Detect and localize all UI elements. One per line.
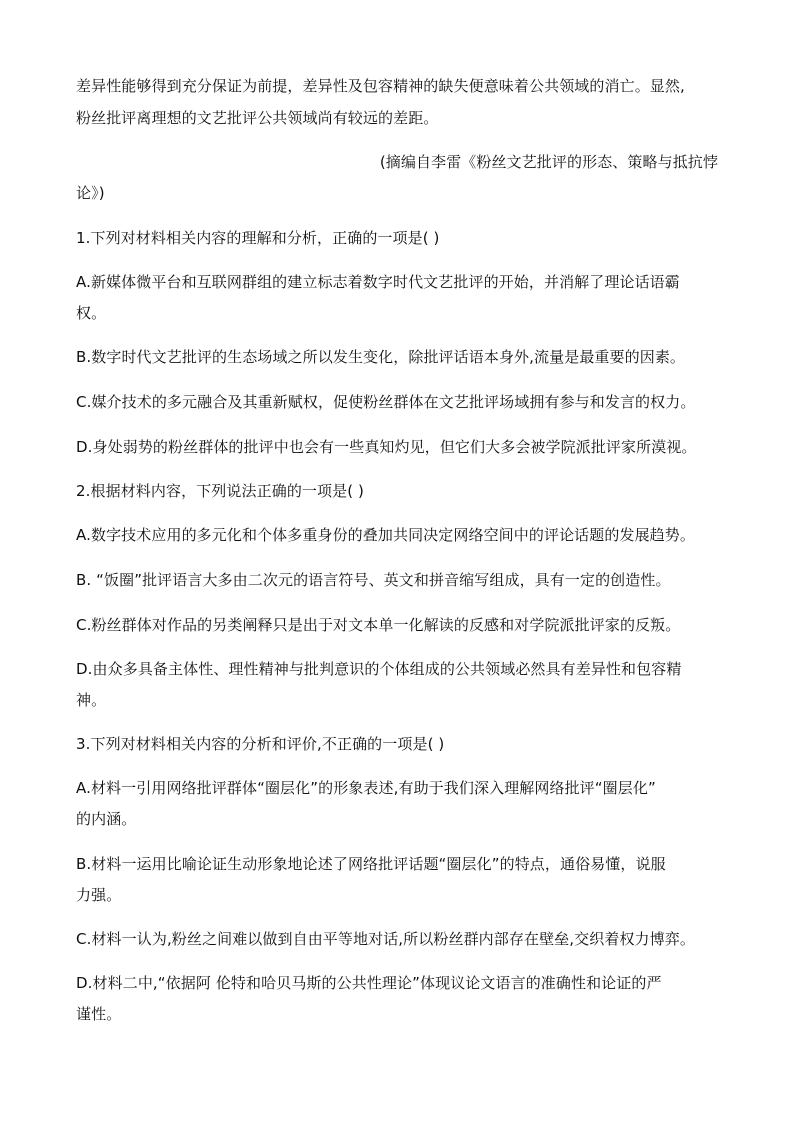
question-1-option-a-line-2: 权。 — [76, 304, 107, 322]
question-3-option-d-line-2: 谨性。 — [76, 1005, 122, 1023]
question-2-option-c: C.粉丝群体对作品的另类阐释只是出于对文本单一化解读的反感和对学院派批评家的反叛。 — [76, 616, 681, 634]
question-2-stem: 2.根据材料内容，下列说法正确的一项是( ) — [76, 482, 364, 500]
question-1-option-a-line-1: A.新媒体微平台和互联网群组的建立标志着数字时代文艺批评的开始，并消解了理论话语霸 — [76, 273, 680, 291]
question-3-option-a-line-2: 的内涵。 — [76, 810, 137, 828]
question-3-option-a-line-1: A.材料一引用网络批评群体“圈层化”的形象表述,有助于我们深入理解网络批评“圈层化” — [76, 779, 656, 797]
question-2-option-d-line-2: 神。 — [76, 691, 107, 709]
question-3-option-c: C.材料一认为,粉丝之间难以做到自由平等地对话,所以粉丝群内部存在壁垒,交织着权力博弈。 — [76, 930, 695, 948]
question-3-stem: 3.下列对材料相关内容的分析和评价,不正确的一项是( ) — [76, 735, 445, 753]
question-2-option-b: B. “饭圈”批评语言大多由二次元的语言符号、英文和拼音缩写组成，具有一定的创造性。 — [76, 571, 671, 589]
question-1-option-b: B.数字时代文艺批评的生态场域之所以发生变化，除批评话语本身外,流量是最重要的因素。 — [76, 348, 686, 366]
question-3-option-b-line-1: B.材料一运用比喻论证生动形象地论述了网络批评话题“圈层化”的特点，通俗易懂，说服 — [76, 855, 666, 873]
question-3-option-b-line-2: 力强。 — [76, 886, 122, 904]
question-2-option-a: A.数字技术应用的多元化和个体多重身份的叠加共同决定网络空间中的评论话题的发展趋势。 — [76, 526, 695, 544]
passage-line-2: 粉丝批评离理想的文艺批评公共领域尚有较远的差距。 — [76, 109, 439, 127]
question-1-stem: 1.下列对材料相关内容的理解和分析，正确的一项是( ) — [76, 229, 440, 247]
question-1-option-d: D.身处弱势的粉丝群体的批评中也会有一些真知灼见，但它们大多会被学院派批评家所漠视。 — [76, 438, 697, 456]
question-1-option-c: C.媒介技术的多元融合及其重新赋权，促使粉丝群体在文艺批评场域拥有参与和发言的权力。 — [76, 393, 696, 411]
question-3-option-d-line-1: D.材料二中,“依据阿 伦特和哈贝马斯的公共性理论”体现议论文语言的准确性和论证的严 — [76, 974, 662, 992]
source-citation-line-1: (摘编自李雷《粉丝文艺批评的形态、策略与抵抗悖 — [379, 153, 718, 171]
passage-line-1: 差异性能够得到充分保证为前提，差异性及包容精神的缺失便意味着公共领域的消亡。显然, — [76, 77, 685, 95]
source-citation-line-2: 论》) — [76, 184, 105, 202]
question-2-option-d-line-1: D.由众多具备主体性、理性精神与批判意识的个体组成的公共领域必然具有差异性和包容精 — [76, 660, 682, 678]
